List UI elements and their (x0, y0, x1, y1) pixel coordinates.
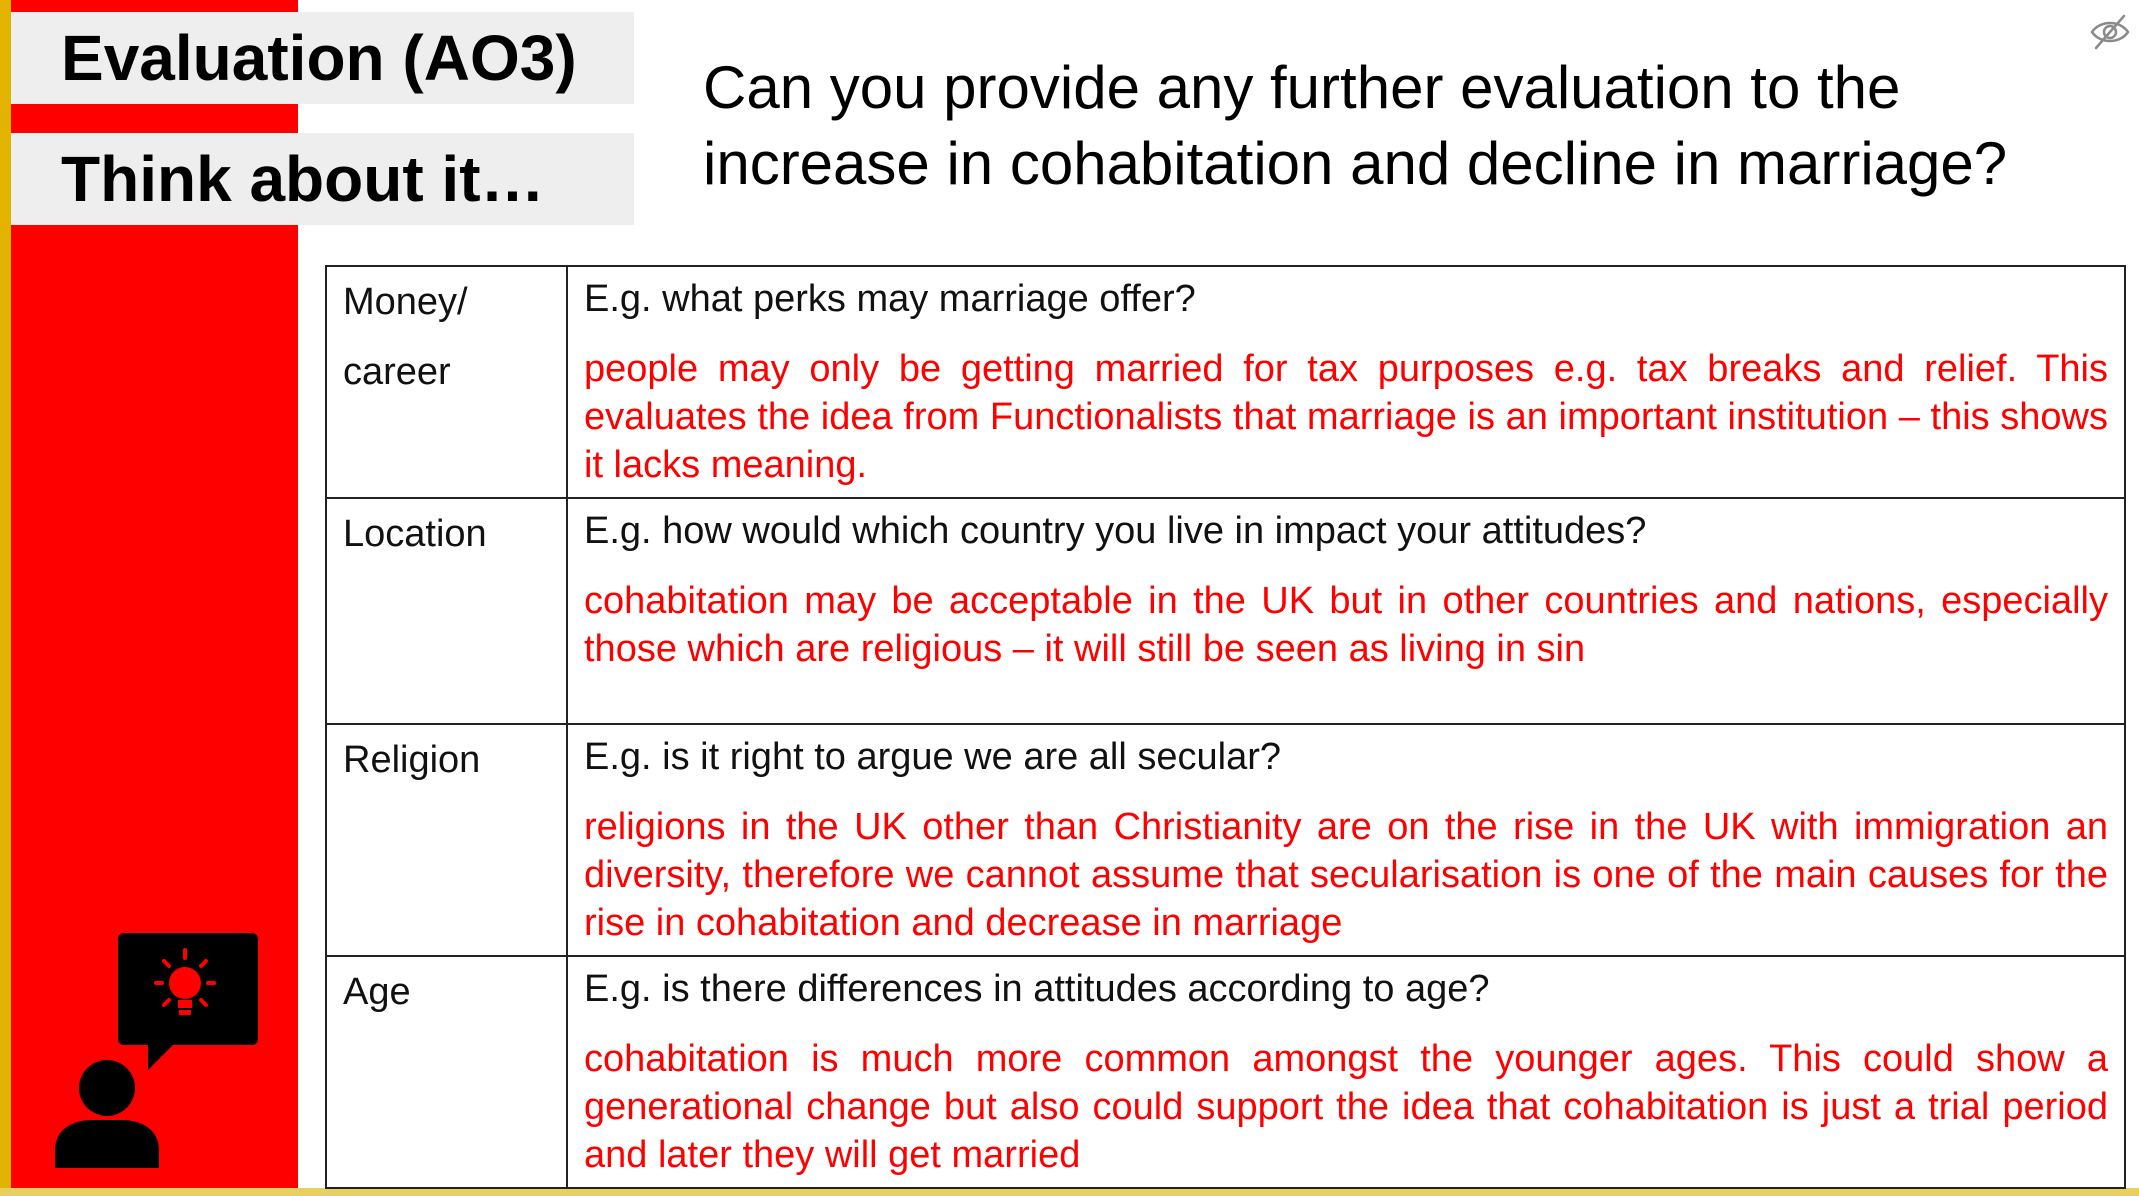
row-answer: religions in the UK other than Christianity are on the rise in the UK with immigration an diversity, therefore we cannot assume that secularisation is one of the main causes for the rise in cohabitation and decrease in marriage (584, 806, 2108, 944)
table-category-cell: Religion (326, 724, 567, 956)
table-content-cell (567, 956, 2125, 1188)
table-row (326, 724, 2125, 956)
person-idea-icon (52, 928, 262, 1178)
slide-title (11, 12, 634, 104)
row-prompt: E.g. how would which country you live in impact your attitudes? (584, 510, 1647, 552)
left-edge-stripe (0, 0, 11, 1196)
row-answer: cohabitation may be acceptable in the UK but in other countries and nations, especially those which are religious – it will still be seen as living in sin (584, 580, 2108, 670)
slide-title-text: Evaluation (AO3) (61, 22, 577, 94)
eye-slash-icon[interactable] (2088, 10, 2132, 54)
table-row (326, 498, 2125, 724)
row-answer: people may only be getting married for tax purposes e.g. tax breaks and relief. This evaluates the idea from Functionalists that marriage is an important institution – this shows it lacks meaning. (584, 348, 2108, 486)
bottom-edge-stripe (0, 1188, 2139, 1196)
row-prompt: E.g. is there differences in attitudes according to age? (584, 968, 1490, 1010)
slide-subtitle (11, 133, 634, 225)
table-category-cell: Location (326, 498, 567, 724)
question-text: Can you provide any further evaluation to the increase in cohabitation and decline in marriage? (703, 54, 2008, 197)
row-prompt: E.g. is it right to argue we are all secular? (584, 736, 1282, 778)
slide-subtitle-text: Think about it… (61, 143, 545, 215)
table-row (326, 956, 2125, 1188)
table-category-cell: Age (326, 956, 567, 1188)
table-content-cell (567, 724, 2125, 956)
table-row (326, 266, 2125, 498)
table-content-cell (567, 498, 2125, 724)
evaluation-table (325, 265, 2126, 1189)
row-prompt: E.g. what perks may marriage offer? (584, 278, 1196, 320)
row-answer: cohabitation is much more common amongst the younger ages. This could show a generational change but also could support the idea that cohabitation is just a trial period and later they will get married (584, 1038, 2108, 1176)
table-category-cell: Money/ career (326, 266, 567, 498)
table-content-cell (567, 266, 2125, 498)
